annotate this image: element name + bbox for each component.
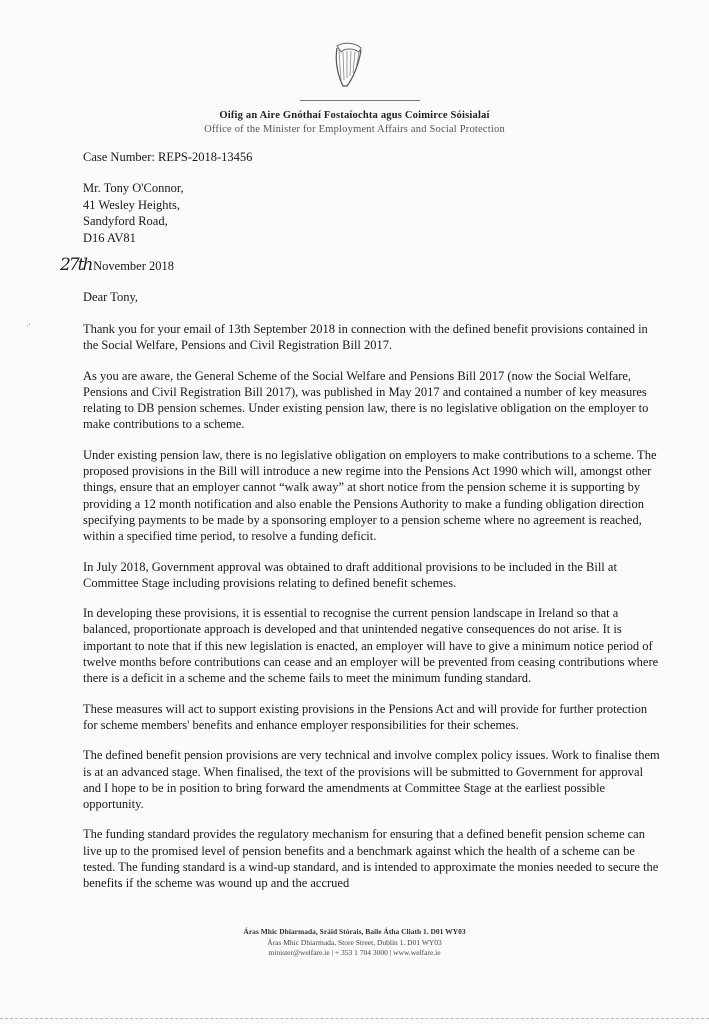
harp-crest-icon: [329, 40, 369, 90]
footer-address-irish: Áras Mhic Dhiarmada, Sráid Stórais, Baile Átha Cliath 1. D01 WY03: [243, 927, 466, 936]
body-paragraph: The defined benefit pension provisions are very technical and involve complex policy issues. Work to finalise them is at an advanced stage. When finalised, the text of the provisions will be submitted to Government for approval and I hope to be in position to bring forward the amendments at Committee Stage at the earliest possible opportunity.: [83, 748, 660, 812]
body-paragraph: In July 2018, Government approval was obtained to draft additional provisions to be included in the Bill at Committee Stage including provisions relating to defined benefit schemes.: [83, 559, 617, 590]
letter-body: [83, 321, 661, 906]
header-rule: [300, 100, 420, 101]
letter-date: [60, 255, 174, 275]
address-line: D16 AV81: [83, 230, 136, 245]
handwritten-day: 27th: [60, 255, 92, 275]
body-paragraph: In developing these provisions, it is essential to recognise the current pension landscape in Ireland so that a balanced, proportionate approach is developed and that unintended negative consequences do not arise. It is important to note that if this new legislation is enacted, an employer will have to give a minimum notice period of twelve months before contributions can cease and an employer will be prevented from ceasing contributions where there is a deficit in a scheme and the scheme fails to meet the minimum funding standard.: [83, 606, 659, 686]
footer-contact: minister@welfare.ie | + 353 1 704 3000 | www.welfare.ie: [268, 948, 441, 957]
address-line: Mr. Tony O'Connor,: [83, 181, 184, 195]
date-month-year: November 2018: [93, 259, 175, 273]
body-paragraph: As you are aware, the General Scheme of the Social Welfare and Pensions Bill 2017 (now the Social Welfare, Pensions and Civil Registration Bill 2017), was published in May 2017 and contained a number of key measures relating to DB pension schemes. Under existing pension law, there is no legislative obligation on the employer to make contributions to a scheme.: [83, 368, 649, 432]
body-paragraph: Under existing pension law, there is no legislative obligation on employers to make contributions to a scheme. The proposed provisions in the Bill will introduce a new regime into the Pensions Act 1990 which will, amongst other things, ensure that an employer cannot “walk away” at short notice from the pension scheme it is supporting by providing a 12 month notification and also enable the Pensions Authority to make a funding obligation direction specifying payments to be made by a sponsoring employer to a pension scheme where no agreement is reached, within a specified time period, to resolve a funding deficit.: [83, 447, 657, 544]
department-name-irish: Oifig an Aire Gnóthaí Fostaíochta agus Coimirce Sóisialaí: [219, 110, 490, 121]
address-line: 41 Wesley Heights,: [83, 197, 181, 212]
body-paragraph: Thank you for your email of 13th September 2018 in connection with the defined benefit provisions contained in the Social Welfare, Pensions and Civil Registration Bill 2017.: [83, 322, 648, 353]
margin-mark: ·': [26, 322, 31, 331]
case-number: Case Number: REPS-2018-13456: [83, 150, 253, 164]
salutation: Dear Tony,: [83, 290, 139, 304]
department-name-english: Office of the Minister for Employment Affairs and Social Protection: [204, 124, 505, 135]
address-line: Sandyford Road,: [83, 214, 168, 228]
recipient-address: [83, 180, 184, 246]
letter-footer: [0, 927, 709, 959]
body-paragraph: The funding standard provides the regulatory mechanism for ensuring that a defined benefit pension scheme can live up to the promised level of pension benefits and a benchmark against which the health of a scheme can be tested. The funding standard is a wind-up standard, and is intended to approximate the monies needed to secure the benefits if the scheme was wound up and the accrued: [83, 827, 659, 891]
body-paragraph: These measures will act to support existing provisions in the Pensions Act and will provide for further protection for scheme members' benefits and enhance employer responsibilities for their schemes.: [83, 701, 648, 732]
footer-address-english: Áras Mhic Dhiarmada, Store Street, Dublin 1. D01 WY03: [267, 937, 442, 947]
scan-edge: [0, 1018, 709, 1019]
